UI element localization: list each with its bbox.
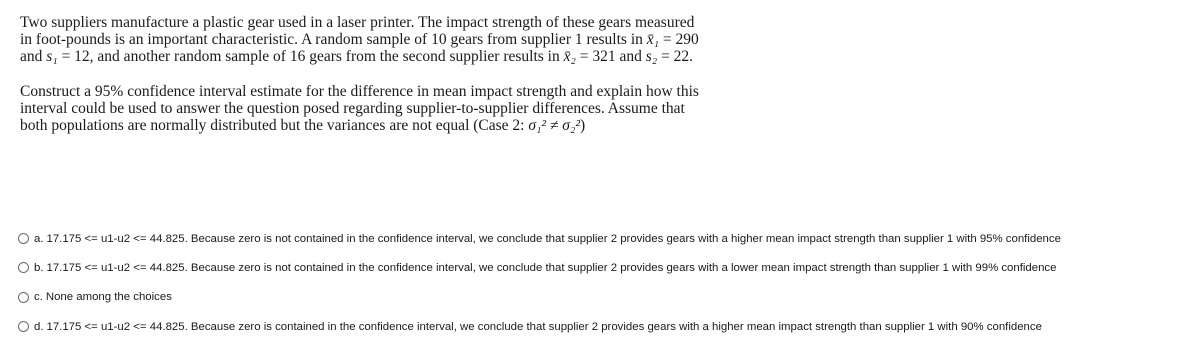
answer-options: [18, 224, 1061, 341]
option-text: 17.175 <= u1-u2 <= 44.825. Because zero is not contained in the confidence interval, we conclude that supplier 2 provides gears with a lower mean impact strength than supplier 1 with 99% confidence: [46, 261, 1057, 274]
question-text-segment: = 12, and another random sample of 16 gears from the second supplier results in: [57, 48, 564, 66]
option-letter: c.: [34, 291, 43, 304]
option-letter: a.: [34, 232, 44, 245]
option-letter: b.: [34, 261, 44, 274]
option-d[interactable]: [18, 312, 1061, 341]
option-text: None among the choices: [45, 291, 172, 304]
sample-sd-2: s₂: [645, 48, 658, 66]
question-text-segment: ): [579, 117, 586, 135]
sample-mean-2: x̄₂: [563, 48, 576, 66]
question-text-segment: = 22.: [657, 48, 694, 66]
radio-button[interactable]: [18, 233, 29, 244]
question-text-segment: = 321 and: [575, 48, 646, 66]
question-text-segment: Construct a 95% confidence interval estimate for the difference in mean impact strength and explain how this interval could be used to answer the question posed regarding supplier-to-supplier differences. Assume that both populations are normally distributed but the variances are not equal (Case 2:: [20, 82, 699, 135]
radio-button[interactable]: [18, 292, 29, 303]
question-text-segment: Two suppliers manufacture a plastic gear used in a laser printer. The impact strength of these gears measured in foot-pounds is an important characteristic. A random sample of 10 gears from supplier 1 results in: [20, 14, 695, 49]
radio-button[interactable]: [18, 321, 29, 332]
question-paragraph-1: [20, 14, 700, 66]
sample-mean-1: x̄₁: [646, 31, 660, 49]
option-letter: d.: [34, 320, 44, 333]
question-paragraph-2: [20, 83, 700, 135]
variance-condition: σ₁² ≠ σ₂²: [528, 117, 580, 135]
option-text: 17.175 <= u1-u2 <= 44.825. Because zero is not contained in the confidence interval, we conclude that supplier 2 provides gears with a higher mean impact strength than supplier 1 with 95% confidence: [46, 232, 1061, 245]
question-text: [20, 14, 700, 134]
radio-button[interactable]: [18, 262, 29, 273]
option-b[interactable]: [18, 253, 1061, 282]
question-text-segment: = 290 and: [20, 31, 699, 66]
option-c[interactable]: [18, 283, 1061, 312]
option-a[interactable]: [18, 224, 1061, 253]
sample-sd-1: s₁: [46, 48, 58, 66]
option-text: 17.175 <= u1-u2 <= 44.825. Because zero is contained in the confidence interval, we conclude that supplier 2 provides gears with a higher mean impact strength than supplier 1 with 90% confidence: [46, 320, 1042, 333]
